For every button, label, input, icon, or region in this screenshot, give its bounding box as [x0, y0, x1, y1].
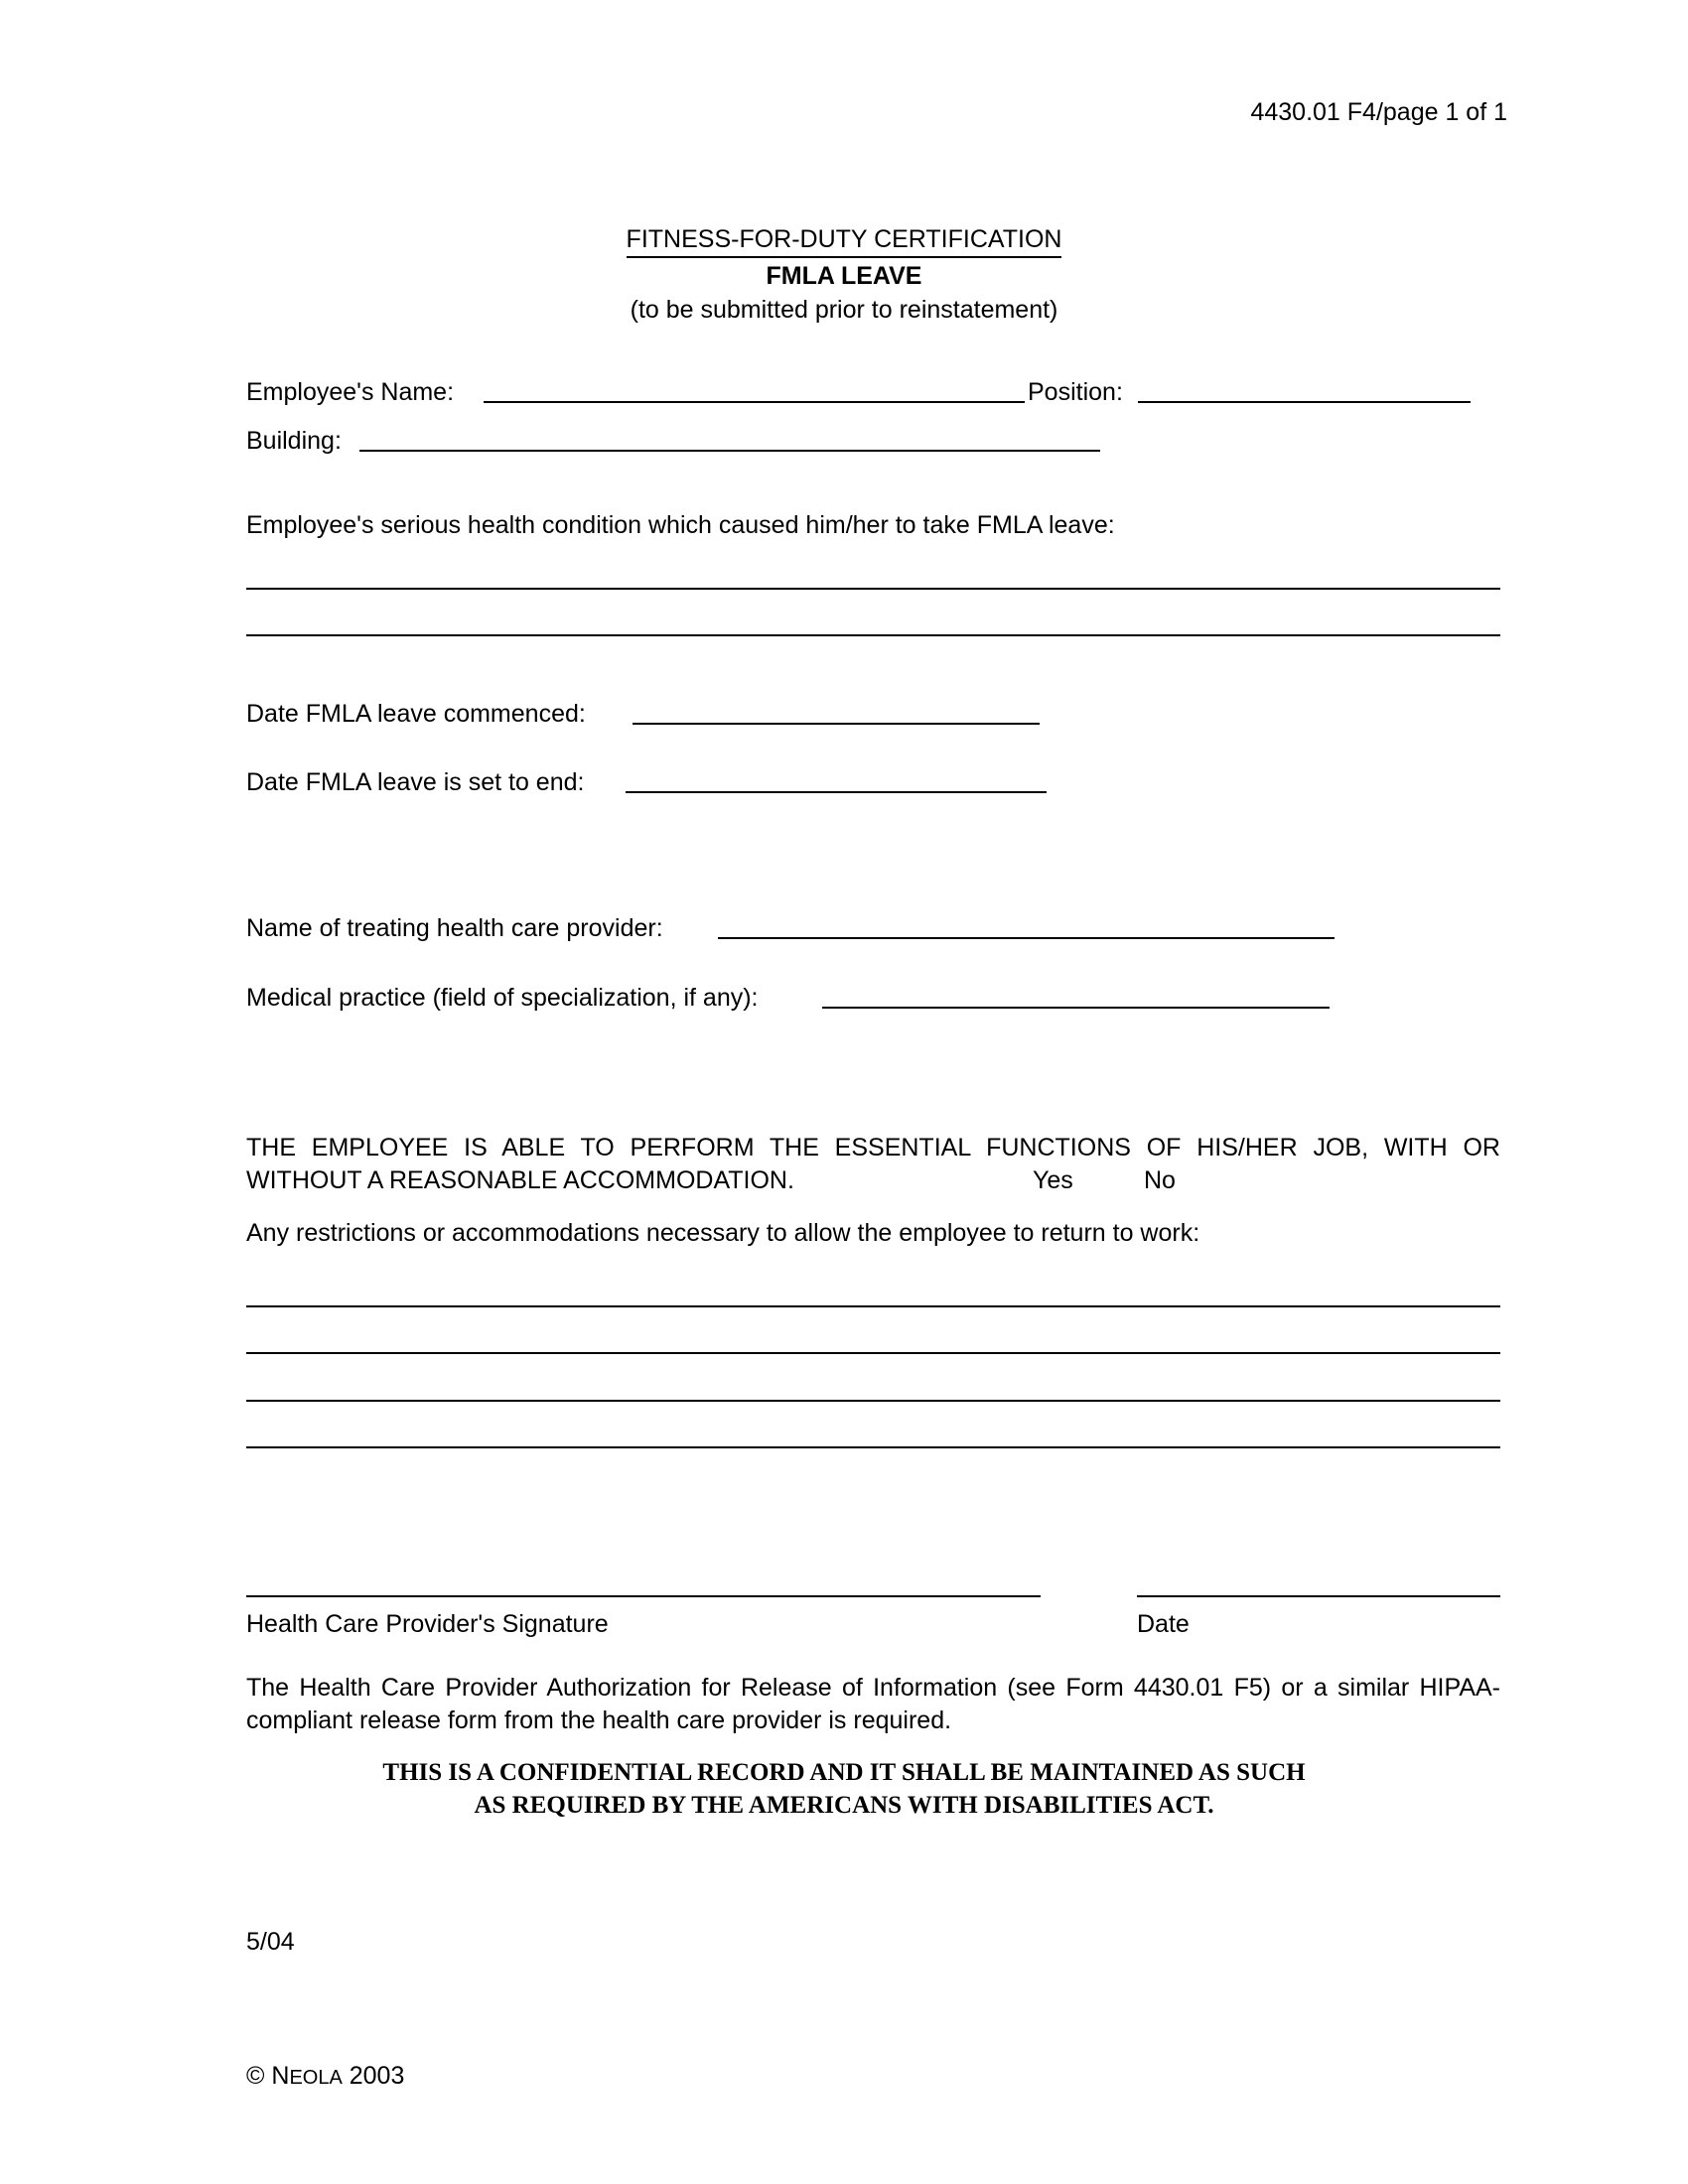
restrictions-line-2[interactable]: [246, 1352, 1500, 1354]
restrictions-prompt: Any restrictions or accommodations necessary to allow the employee to return to work:: [246, 1219, 1200, 1247]
copyright-year: 2003: [349, 2062, 405, 2090]
date-end-input[interactable]: [626, 791, 1047, 793]
health-condition-line-2[interactable]: [246, 634, 1500, 636]
form-title-primary: FITNESS-FOR-DUTY CERTIFICATION: [627, 223, 1062, 258]
restrictions-line-3[interactable]: [246, 1400, 1500, 1402]
medical-practice-label: Medical practice (field of specialization, if any):: [246, 984, 759, 1012]
employee-name-label: Employee's Name:: [246, 378, 455, 406]
provider-name-input[interactable]: [718, 937, 1335, 939]
date-end-label: Date FMLA leave is set to end:: [246, 768, 585, 796]
revision-date: 5/04: [246, 1928, 295, 1956]
copyright-symbol: ©: [246, 2062, 265, 2090]
building-input[interactable]: [359, 450, 1100, 452]
position-label: Position:: [1028, 378, 1123, 406]
provider-signature-input[interactable]: [246, 1595, 1041, 1597]
form-title-secondary: FMLA LEAVE: [766, 262, 922, 290]
form-title-subtitle: (to be submitted prior to reinstatement): [630, 296, 1058, 324]
confidential-record-line-2: AS REQUIRED BY THE AMERICANS WITH DISABILITIES ACT.: [474, 1792, 1214, 1819]
signature-date-label: Date: [1137, 1610, 1190, 1638]
restrictions-line-1[interactable]: [246, 1305, 1500, 1307]
health-condition-line-1[interactable]: [246, 588, 1500, 590]
employee-name-input[interactable]: [484, 401, 1025, 403]
confidential-record-line-1: THIS IS A CONFIDENTIAL RECORD AND IT SHALL BE MAINTAINED AS SUCH: [382, 1759, 1306, 1786]
health-condition-prompt: Employee's serious health condition which caused him/her to take FMLA leave:: [246, 511, 1115, 539]
copyright-publisher-rest: EOLA: [289, 2067, 343, 2089]
medical-practice-input[interactable]: [822, 1007, 1330, 1009]
document-reference-header: 4430.01 F4/page 1 of 1: [1250, 98, 1507, 126]
ability-no-option[interactable]: No: [1144, 1166, 1176, 1194]
date-commenced-input[interactable]: [633, 723, 1040, 725]
provider-name-label: Name of treating health care provider:: [246, 914, 663, 942]
copyright-publisher-initial: N: [271, 2062, 290, 2090]
title-block: [0, 223, 1688, 326]
date-commenced-label: Date FMLA leave commenced:: [246, 700, 586, 728]
ability-yes-option[interactable]: Yes: [1033, 1166, 1073, 1194]
restrictions-line-4[interactable]: [246, 1446, 1500, 1448]
copyright-notice: [246, 2060, 404, 2095]
building-label: Building:: [246, 427, 342, 455]
ability-statement-text: THE EMPLOYEE IS ABLE TO PERFORM THE ESSENTIAL FUNCTIONS OF HIS/HER JOB, WITH OR WITHOUT A REASONABLE ACCOMMODATION.: [246, 1134, 1500, 1194]
signature-date-input[interactable]: [1137, 1595, 1500, 1597]
position-input[interactable]: [1138, 401, 1471, 403]
hipaa-notice-text: The Health Care Provider Authorization for Release of Information (see Form 4430.01 F5) or a similar HIPAA-compliant release form from the health care provider is required.: [246, 1674, 1500, 1734]
provider-signature-label: Health Care Provider's Signature: [246, 1610, 609, 1638]
